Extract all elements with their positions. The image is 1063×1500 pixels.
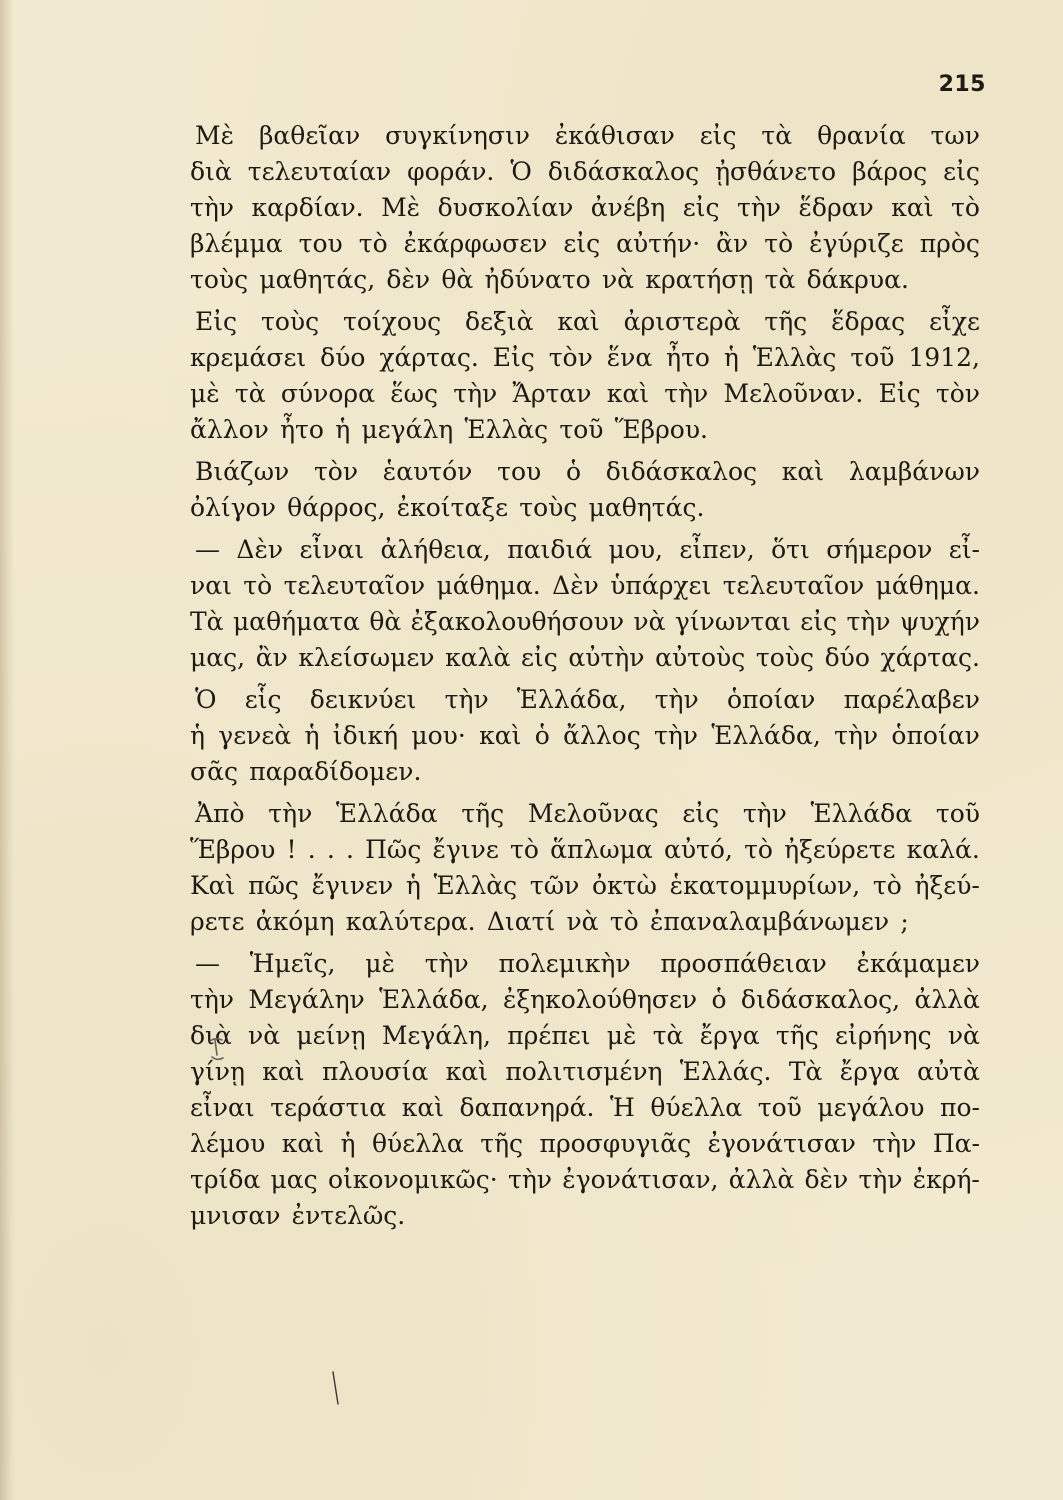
text-line: μνισαν ἐντελῶς. <box>190 1201 406 1230</box>
text-line: ὀλίγον θάρρος, ἐκοίταξε τοὺς μαθητάς. <box>190 493 705 522</box>
text-line: ἡ γενεὰ ἡ ἰδική μου· καὶ ὁ ἄλλος τὴν Ἑλλάδα, τὴν ὁποίαν <box>190 721 980 750</box>
text-line: Τὰ μαθήματα θὰ ἐξακολουθήσουν νὰ γίνωνται εἰς τὴν ψυχήν <box>190 607 980 636</box>
text-line: μὲ τὰ σύνορα ἕως τὴν Ἄρταν καὶ τὴν Μελοῦναν. Εἰς τὸν <box>190 379 980 408</box>
body-text <box>190 118 980 1234</box>
text-line: τρίδα μας οἰκονομικῶς· τὴν ἐγονάτισαν, ἀλλὰ δὲν τὴν ἐκρή- <box>190 1165 980 1194</box>
text-line: Εἰς τοὺς τοίχους δεξιὰ καὶ ἀριστερὰ τῆς ἕδρας εἶχε <box>195 307 980 336</box>
text-line: σᾶς παραδίδομεν. <box>190 757 422 786</box>
text-line: ρετε ἀκόμη καλύτερα. Διατί νὰ τὸ ἐπαναλαμβάνωμεν ; <box>190 907 909 936</box>
text-line: Ὁ εἷς δεικνύει τὴν Ἑλλάδα, τὴν ὁποίαν παρέλαβεν <box>195 685 980 714</box>
text-line: κρεμάσει δύο χάρτας. Εἰς τὸν ἕνα ἦτο ἡ Ἑλλὰς τοῦ 1912, <box>190 343 980 372</box>
text-line: βλέμμα του τὸ ἐκάρφωσεν εἰς αὐτήν· ἂν τὸ ἐγύριζε πρὸς <box>190 229 980 258</box>
text-line: γίνῃ καὶ πλουσία καὶ πολιτισμένη Ἑλλάς. Τὰ ἔργα αὐτὰ <box>190 1057 980 1086</box>
pencil-tick-mark <box>330 1370 342 1408</box>
text-line: μας, ἂν κλείσωμεν καλὰ εἰς αὐτὴν αὐτοὺς τοὺς δύο χάρτας. <box>190 643 980 672</box>
text-line: διὰ νὰ μείνῃ Μεγάλη, πρέπει μὲ τὰ ἔργα τῆς εἰρήνης νὰ <box>190 1021 980 1050</box>
text-line: ἄλλον ἦτο ἡ μεγάλη Ἑλλὰς τοῦ Ἕβρου. <box>190 415 708 444</box>
text-line: Βιάζων τὸν ἑαυτόν του ὁ διδάσκαλος καὶ λαμβάνων <box>195 457 980 486</box>
page-binding-shadow <box>0 0 14 1500</box>
text-line: — Δὲν εἶναι ἀλήθεια, παιδιά μου, εἶπεν, ὅτι σήμερον εἶ- <box>195 535 980 564</box>
text-line: λέμου καὶ ἡ θύελλα τῆς προσφυγιᾶς ἐγονάτισαν τὴν Πα- <box>190 1129 980 1158</box>
text-line: ναι τὸ τελευταῖον μάθημα. Δὲν ὑπάρχει τελευταῖον μάθημα. <box>190 571 980 600</box>
text-line: τὴν Μεγάλην Ἑλλάδα, ἐξηκολούθησεν ὁ διδάσκαλος, ἀλλὰ <box>190 985 980 1014</box>
text-line: εἶναι τεράστια καὶ δαπανηρά. Ἡ θύελλα τοῦ μεγάλου πο- <box>190 1093 980 1122</box>
text-line: — Ἡμεῖς, μὲ τὴν πολεμικὴν προσπάθειαν ἐκάμαμεν <box>195 949 980 978</box>
page-number: 215 <box>938 72 986 97</box>
text-line: διὰ τελευταίαν φοράν. Ὁ διδάσκαλος ᾐσθάνετο βάρος εἰς <box>190 157 980 186</box>
text-line: Ἀπὸ τὴν Ἑλλάδα τῆς Μελοῦνας εἰς τὴν Ἑλλάδα τοῦ <box>195 799 980 828</box>
text-line: τοὺς μαθητάς, δὲν θὰ ἠδύνατο νὰ κρατήσῃ τὰ δάκρυα. <box>190 265 909 294</box>
text-line: Ἕβρου ! . . . Πῶς ἔγινε τὸ ἅπλωμα αὐτό, τὸ ἠξεύρετε καλά. <box>190 835 980 864</box>
text-line: τὴν καρδίαν. Μὲ δυσκολίαν ἀνέβη εἰς τὴν ἕδραν καὶ τὸ <box>190 193 980 222</box>
pencil-annotation-mark <box>206 1035 228 1063</box>
text-line: Μὲ βαθεῖαν συγκίνησιν ἐκάθισαν εἰς τὰ θρανία των <box>195 121 980 150</box>
text-line: Καὶ πῶς ἔγινεν ἡ Ἑλλὰς τῶν ὀκτὼ ἑκατομμυρίων, τὸ ἠξεύ- <box>190 871 980 900</box>
